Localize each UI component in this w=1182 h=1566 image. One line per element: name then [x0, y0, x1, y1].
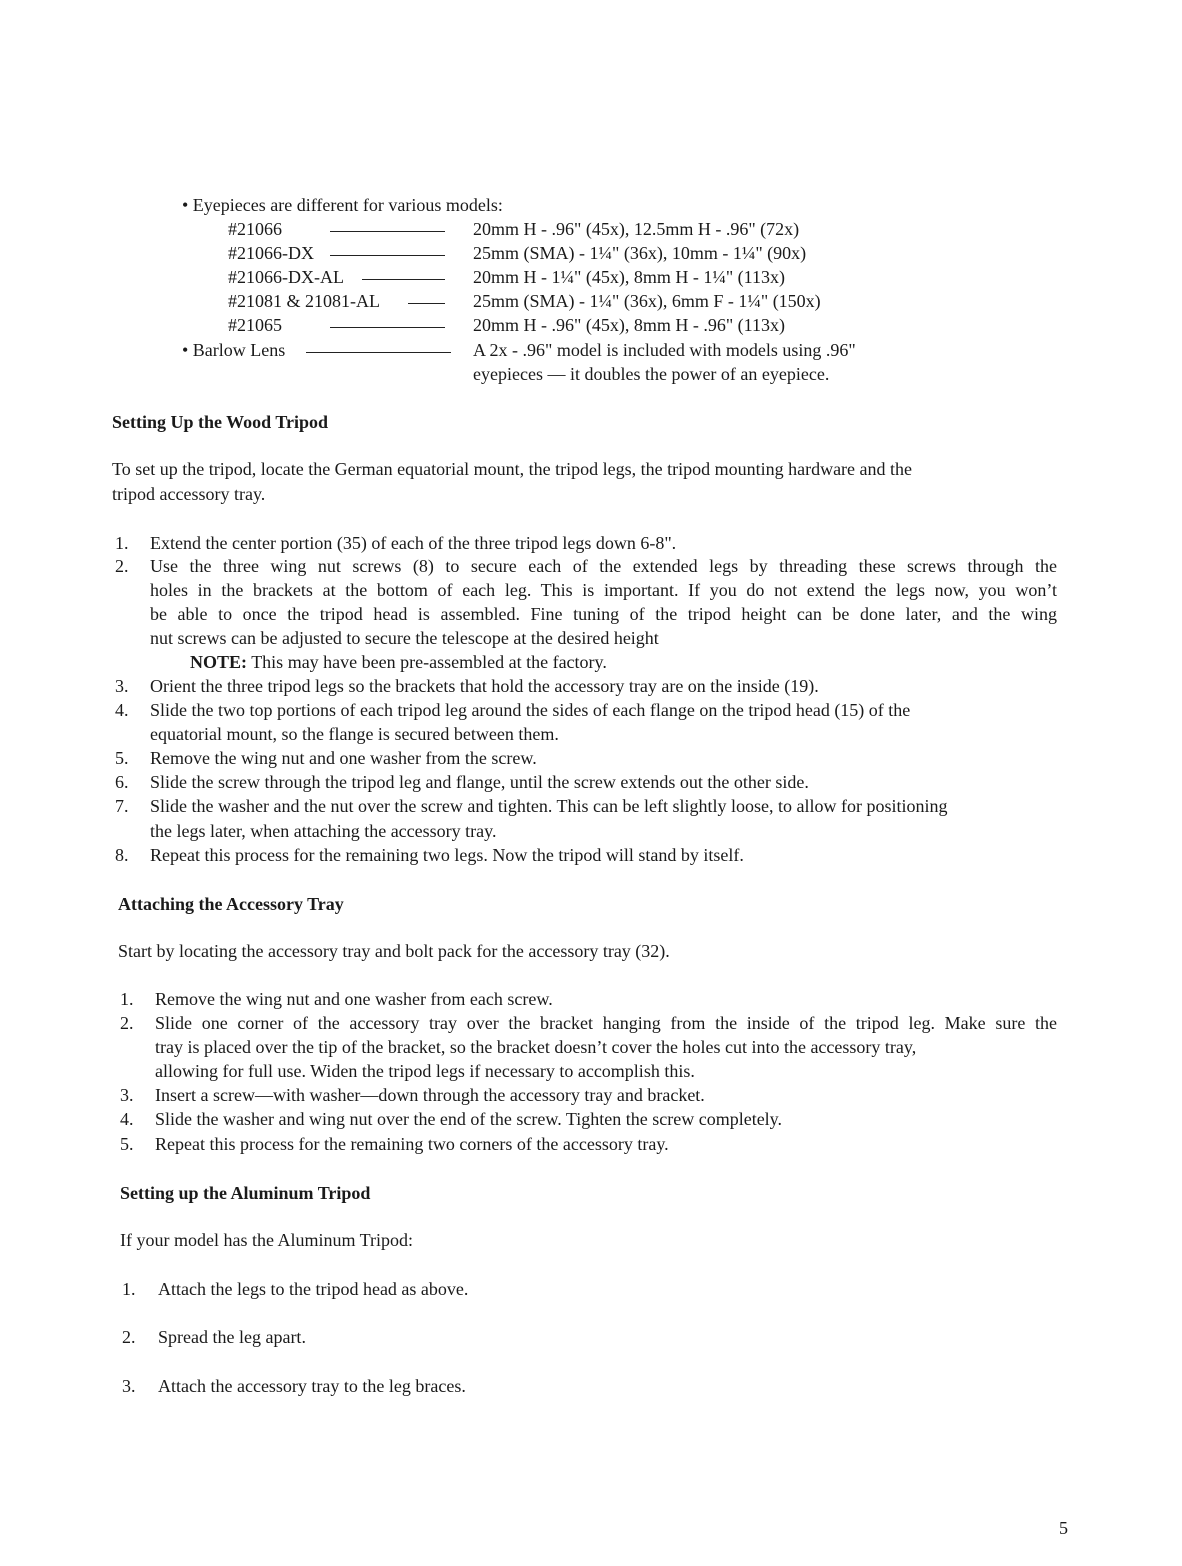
step-text: Slide the washer and wing nut over the end of the screw. Tighten the screw completely.	[155, 1109, 783, 1129]
step-number: 2.	[120, 1013, 134, 1033]
page-number: 5	[1059, 1518, 1068, 1538]
step-text: allowing for full use. Widen the tripod legs if necessary to accomplish this.	[155, 1061, 695, 1081]
step-text: Insert a screw—with washer—down through the accessory tray and bracket.	[155, 1085, 705, 1105]
step-number: 2.	[115, 556, 129, 576]
step-number: 2.	[122, 1327, 136, 1347]
leader-line	[362, 279, 445, 280]
step-number: 3.	[122, 1376, 136, 1396]
eyepiece-spec: 25mm (SMA) - 1¼" (36x), 6mm F - 1¼" (150x)	[473, 291, 821, 311]
section-heading-aluminum-tripod: Setting up the Aluminum Tripod	[120, 1183, 371, 1203]
section-heading-wood-tripod: Setting Up the Wood Tripod	[112, 412, 329, 432]
eyepiece-model: #21066	[228, 219, 282, 239]
barlow-label: • Barlow Lens	[182, 340, 286, 360]
step-text: Extend the center portion (35) of each of the three tripod legs down 6-8".	[150, 533, 677, 553]
aluminum-intro: If your model has the Aluminum Tripod:	[120, 1230, 414, 1250]
eyepiece-model: #21065	[228, 315, 282, 335]
step-number: 3.	[115, 676, 129, 696]
eyepiece-spec: 20mm H - .96" (45x), 8mm H - .96" (113x)	[473, 315, 785, 335]
barlow-text: eyepieces — it doubles the power of an eyepiece.	[473, 364, 830, 384]
step-text: tray is placed over the tip of the bracket, so the bracket doesn’t cover the holes cut into the accessory tray,	[155, 1037, 917, 1057]
step-number: 3.	[120, 1085, 134, 1105]
step-text: equatorial mount, so the flange is secured between them.	[150, 724, 559, 744]
note-label: NOTE:	[190, 652, 248, 672]
step-text: Attach the legs to the tripod head as above.	[158, 1279, 469, 1299]
step-text: Repeat this process for the remaining two legs. Now the tripod will stand by itself.	[150, 845, 744, 865]
leader-line	[408, 303, 445, 304]
section-heading-accessory-tray: Attaching the Accessory Tray	[118, 894, 344, 914]
step-number: 7.	[115, 796, 129, 816]
step-number: 4.	[120, 1109, 134, 1129]
step-text: Orient the three tripod legs so the brackets that hold the accessory tray are on the inside (19).	[150, 676, 819, 696]
note-text: This may have been pre-assembled at the factory.	[247, 652, 607, 672]
step-text: nut screws can be adjusted to secure the telescope at the desired height	[150, 628, 659, 648]
eyepieces-intro: • Eyepieces are different for various models:	[182, 195, 503, 215]
eyepiece-spec: 25mm (SMA) - 1¼" (36x), 10mm - 1¼" (90x)	[473, 243, 807, 263]
step-text: Slide the two top portions of each tripod leg around the sides of each flange on the tripod head (15) of the	[150, 700, 911, 720]
step-text: Remove the wing nut and one washer from the screw.	[150, 748, 537, 768]
step-text: holes in the brackets at the bottom of each leg. This is important. If you do not extend the legs now, you won’t	[150, 580, 1057, 600]
step-text: Spread the leg apart.	[158, 1327, 306, 1347]
leader-line	[330, 327, 445, 328]
step-text: Repeat this process for the remaining two corners of the accessory tray.	[155, 1134, 669, 1154]
step-text: Use the three wing nut screws (8) to secure each of the extended legs by threading these screws through the	[150, 556, 1057, 576]
step-number: 6.	[115, 772, 129, 792]
step-number: 4.	[115, 700, 129, 720]
step-number: 8.	[115, 845, 129, 865]
step-text: Attach the accessory tray to the leg braces.	[158, 1376, 466, 1396]
step-number: 5.	[115, 748, 129, 768]
step-text: Slide the screw through the tripod leg and flange, until the screw extends out the other side.	[150, 772, 809, 792]
eyepiece-model: #21081 & 21081-AL	[228, 291, 380, 311]
step-number: 1.	[120, 989, 134, 1009]
note	[190, 652, 607, 673]
step-text: the legs later, when attaching the accessory tray.	[150, 821, 497, 841]
step-text: Slide one corner of the accessory tray over the bracket hanging from the inside of the tripod leg. Make sure the	[155, 1013, 1057, 1033]
eyepiece-spec: 20mm H - 1¼" (45x), 8mm H - 1¼" (113x)	[473, 267, 785, 287]
step-number: 1.	[115, 533, 129, 553]
step-text: Remove the wing nut and one washer from each screw.	[155, 989, 553, 1009]
tray-intro: Start by locating the accessory tray and bolt pack for the accessory tray (32).	[118, 941, 670, 961]
wood-intro: To set up the tripod, locate the German equatorial mount, the tripod legs, the tripod mounting hardware and the	[112, 459, 913, 479]
eyepiece-model: #21066-DX	[228, 243, 314, 263]
step-text: be able to once the tripod head is assembled. Fine tuning of the tripod height can be done later, and the wing	[150, 604, 1057, 624]
wood-intro: tripod accessory tray.	[112, 484, 266, 504]
eyepiece-spec: 20mm H - .96" (45x), 12.5mm H - .96" (72x)	[473, 219, 800, 239]
barlow-text: A 2x - .96" model is included with models using .96"	[473, 340, 856, 360]
eyepiece-model: #21066-DX-AL	[228, 267, 344, 287]
leader-line	[330, 255, 445, 256]
step-number: 1.	[122, 1279, 136, 1299]
step-number: 5.	[120, 1134, 134, 1154]
leader-line	[306, 352, 451, 353]
step-text: Slide the washer and the nut over the screw and tighten. This can be left slightly loose, to allow for positioning	[150, 796, 948, 816]
leader-line	[330, 231, 445, 232]
